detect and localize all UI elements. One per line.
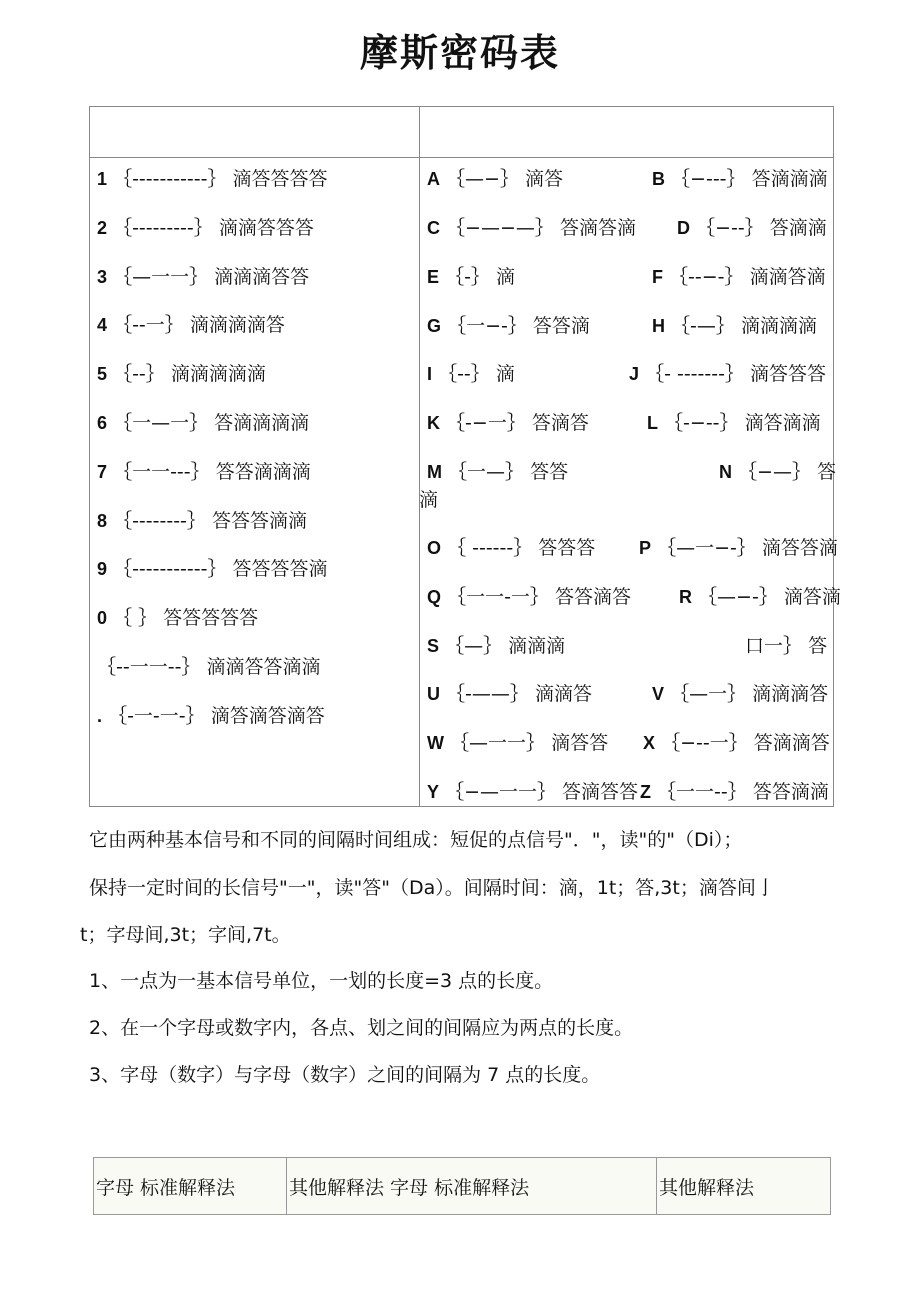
letter-key: K	[427, 413, 440, 433]
letter-key: E	[427, 267, 440, 287]
morse-sound: 滴	[495, 363, 515, 385]
paragraph-timing-cont: t；字母间,3t；字间,7t。	[80, 924, 291, 946]
morse-sound: 滴答答	[551, 732, 609, 754]
letter-entry	[427, 730, 608, 756]
letter-entry	[427, 681, 592, 707]
letter-entry	[427, 361, 515, 387]
morse-code: ｛-一-一-｝	[108, 705, 205, 727]
letter-entry	[427, 535, 595, 561]
paragraph-timing: 保持一定时间的长信号"一"，读"答"（Da）。间隔时间：滴，1t；答,3t；滴答间亅	[89, 877, 775, 899]
morse-code: ｛ ｝	[113, 607, 158, 629]
morse-code: ｛−--一｝	[661, 732, 748, 754]
morse-code: ｛−—一一｝	[445, 781, 556, 803]
letter-entry	[745, 633, 827, 659]
morse-code: ｛一一--｝	[657, 781, 747, 803]
letter-entry	[652, 313, 817, 339]
number-row	[97, 166, 328, 192]
morse-sound: 答答答答答	[163, 607, 259, 629]
letter-entry	[639, 535, 838, 561]
morse-sound: 滴滴答滴	[749, 266, 826, 288]
letter-entry	[652, 166, 828, 192]
morse-sound: 答答答答滴	[232, 558, 328, 580]
number-row	[97, 703, 325, 729]
number-key: 9	[97, 559, 108, 579]
letter-key: R	[679, 587, 692, 607]
letter-key: F	[652, 267, 663, 287]
letter-entry	[427, 633, 565, 659]
morse-sound: 滴答答滴	[761, 537, 838, 559]
number-row	[97, 605, 258, 631]
table-divider-horizontal	[90, 157, 833, 158]
morse-code: 口一｝	[745, 635, 803, 657]
letter-entry	[643, 730, 830, 756]
morse-code: ｛一一-一｝	[447, 586, 549, 608]
morse-code: ｛--−-｝	[669, 266, 744, 288]
number-key: 6	[97, 413, 108, 433]
rule-2: 2、在一个字母或数字内，各点、划之间的间隔应为两点的长度。	[89, 1017, 634, 1039]
letter-entry	[640, 779, 829, 805]
letter-entry	[719, 459, 836, 485]
letter-key: I	[427, 364, 433, 384]
letter-key: Z	[640, 782, 651, 802]
number-key: 3	[97, 267, 108, 287]
morse-sound: 滴滴答	[534, 683, 592, 705]
morse-code: ｛一—一｝	[113, 412, 209, 434]
morse-code: ｛—一−-｝	[657, 537, 756, 559]
morse-code: ｛ ------｝	[447, 537, 533, 559]
morse-code: ｛-——｝	[446, 683, 529, 705]
letter-key: O	[427, 538, 442, 558]
morse-code: ｛—一｝	[670, 683, 747, 705]
number-key: .	[97, 706, 103, 726]
letter-entry	[427, 459, 568, 485]
number-row	[97, 312, 285, 338]
page-title: 摩斯密码表	[359, 30, 560, 75]
letter-entry	[652, 681, 828, 707]
morse-code: ｛-｝	[445, 266, 490, 288]
letter-key: A	[427, 169, 440, 189]
number-key: 1	[97, 169, 108, 189]
morse-code: ｛—一一｝	[450, 732, 546, 754]
morse-sound: 答答答	[538, 537, 596, 559]
header-separator	[656, 1158, 657, 1214]
morse-sound: 答滴滴滴滴	[214, 412, 310, 434]
morse-sound: 滴滴滴答答	[214, 266, 310, 288]
morse-code: ｛--一一--｝	[97, 656, 201, 678]
morse-sound: 滴答答答答	[232, 168, 328, 190]
morse-sound: 答滴答答	[562, 781, 639, 803]
morse-code: ｛—一一｝	[113, 266, 209, 288]
morse-code: ｛-—｝	[671, 315, 735, 337]
letter-key: Y	[427, 782, 440, 802]
morse-sound: 滴滴答答答	[218, 217, 314, 239]
morse-sound: 滴答滴答滴答	[210, 705, 325, 727]
morse-sound: 答	[808, 635, 828, 657]
morse-sound: 答滴滴答	[753, 732, 830, 754]
morse-sound: 滴滴答答滴滴	[206, 656, 321, 678]
letter-key: X	[643, 733, 656, 753]
interpretation-table-header	[93, 1157, 831, 1215]
morse-sound: 答答滴滴滴	[215, 461, 311, 483]
morse-sound: 答滴滴	[769, 217, 827, 239]
morse-sound: 答滴答	[531, 412, 589, 434]
morse-sound: 答答滴答	[554, 586, 631, 608]
morse-code: ｛−—｝	[738, 461, 811, 483]
header-cell-3: 其他解释法	[659, 1176, 755, 1199]
morse-sound: 滴滴滴滴	[740, 315, 817, 337]
morse-sound: 滴	[495, 266, 515, 288]
letter-entry	[427, 264, 515, 290]
morse-sound: 滴滴滴答	[752, 683, 829, 705]
letter-key: L	[647, 413, 658, 433]
number-key: 2	[97, 218, 108, 238]
morse-code: ｛一—｝	[448, 461, 525, 483]
letter-key: B	[652, 169, 665, 189]
morse-sound: 答答答滴滴	[211, 510, 307, 532]
letter-key: D	[677, 218, 690, 238]
letter-key: V	[652, 684, 665, 704]
number-row	[97, 556, 328, 582]
morse-code: ｛−--｝	[696, 217, 764, 239]
morse-code: ｛--｝	[438, 363, 490, 385]
morse-sound: 答滴滴滴	[751, 168, 828, 190]
number-key: 0	[97, 608, 108, 628]
morse-code: ｛-−一｝	[446, 412, 526, 434]
morse-code: ｛-----------｝	[113, 168, 227, 190]
morse-code: ｛---------｝	[113, 217, 213, 239]
rule-1: 1、一点为一基本信号单位，一划的长度=3 点的长度。	[89, 970, 554, 992]
letter-entry	[629, 361, 826, 387]
morse-code: ｛一一---｝	[113, 461, 210, 483]
letter-entry-wrap: 滴	[419, 489, 439, 511]
morse-code: ｛--｝	[113, 363, 165, 385]
number-row	[97, 508, 307, 534]
morse-sound: 滴滴滴	[508, 635, 566, 657]
letter-key: H	[652, 316, 665, 336]
header-cell-2: 其他解释法 字母 标准解释法	[289, 1176, 530, 1199]
morse-code: ｛--------｝	[113, 510, 206, 532]
letter-entry	[647, 410, 821, 436]
letter-key: P	[639, 538, 652, 558]
letter-key: S	[427, 636, 440, 656]
letter-entry	[427, 313, 590, 339]
letter-key: M	[427, 462, 442, 482]
morse-code: ｛—｝	[445, 635, 503, 657]
morse-code: ｛−---｝	[671, 168, 746, 190]
morse-sound: 滴答滴滴	[744, 412, 821, 434]
morse-sound: 滴答滴	[783, 586, 841, 608]
number-row	[97, 459, 311, 485]
number-row	[97, 410, 309, 436]
letter-key: Q	[427, 587, 442, 607]
number-key: 7	[97, 462, 108, 482]
morse-code: ｛-−--｝	[664, 412, 739, 434]
number-key: 8	[97, 511, 108, 531]
number-row	[97, 654, 321, 680]
number-row	[97, 264, 309, 290]
letter-entry	[427, 215, 636, 241]
letter-entry	[679, 584, 841, 610]
letter-entry	[427, 410, 589, 436]
morse-sound: 滴滴滴滴答	[189, 314, 285, 336]
paragraph-intro: 它由两种基本信号和不同的间隔时间组成：短促的点信号"．"，读"的"（Di）；	[89, 829, 743, 851]
morse-code: ｛—−-｝	[698, 586, 778, 608]
number-row	[97, 361, 266, 387]
morse-sound: 答答滴	[532, 315, 590, 337]
letter-key: J	[629, 364, 640, 384]
morse-sound: 答滴答滴	[559, 217, 636, 239]
letter-entry	[652, 264, 826, 290]
number-row	[97, 215, 314, 241]
letter-entry	[427, 584, 631, 610]
morse-sound: 答	[817, 461, 837, 483]
header-cell-1: 字母 标准解释法	[96, 1176, 236, 1199]
morse-code: ｛一−-｝	[447, 315, 527, 337]
header-separator	[286, 1158, 287, 1214]
letter-entry	[427, 166, 563, 192]
letter-key: W	[427, 733, 444, 753]
letter-key: U	[427, 684, 440, 704]
number-key: 5	[97, 364, 108, 384]
letter-key: G	[427, 316, 442, 336]
morse-code: ｛--一｝	[113, 314, 184, 336]
morse-code: ｛-----------｝	[113, 558, 227, 580]
letter-entry	[427, 779, 638, 805]
morse-sound: 答答滴滴	[752, 781, 829, 803]
rule-3: 3、字母（数字）与字母（数字）之间的间隔为 7 点的长度。	[89, 1064, 601, 1086]
morse-code: ｛- -------｝	[645, 363, 744, 385]
morse-sound: 滴答答答	[750, 363, 827, 385]
morse-code: ｛—−｝	[446, 168, 519, 190]
morse-sound: 滴滴滴滴滴	[170, 363, 266, 385]
morse-sound: 滴答	[525, 168, 564, 190]
morse-code: ｛−—−—｝	[446, 217, 554, 239]
table-divider-vertical	[419, 107, 420, 806]
letter-entry	[677, 215, 827, 241]
letter-key: N	[719, 462, 732, 482]
number-key: 4	[97, 315, 108, 335]
letter-key: C	[427, 218, 440, 238]
morse-sound: 答答	[530, 461, 569, 483]
